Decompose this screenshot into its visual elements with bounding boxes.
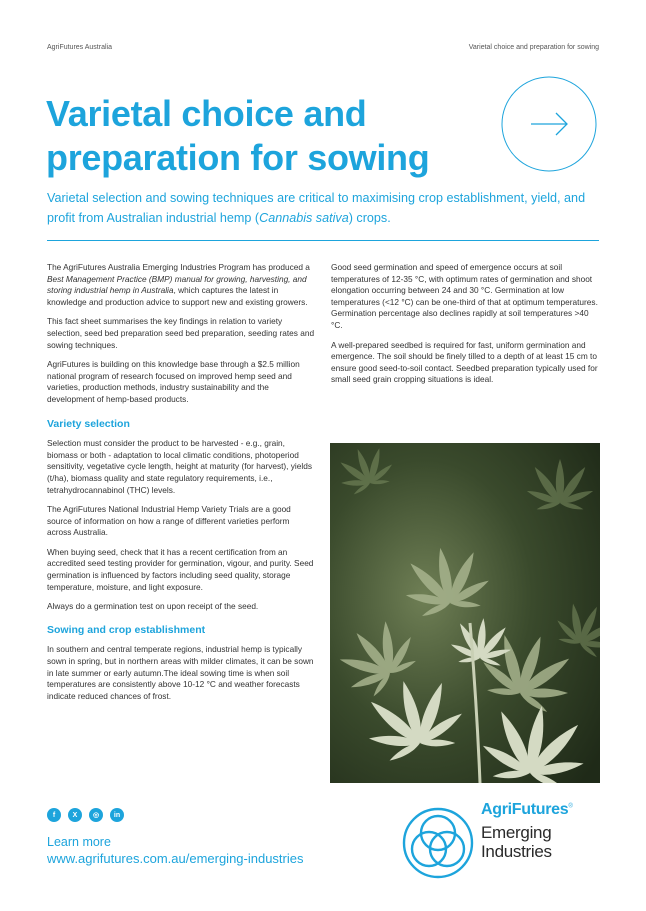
right-column: [331, 262, 599, 394]
intro-after: ) crops.: [348, 211, 391, 225]
manual-title: Best Management Practice (BMP) manual for growing, harvesting, and storing industrial hemp in Australia: [47, 273, 307, 296]
x-twitter-icon[interactable]: X: [68, 808, 82, 822]
left-column: [47, 262, 315, 710]
page-title: [46, 92, 476, 180]
paragraph: Always do a germination test on upon receipt of the seed.: [47, 601, 259, 612]
logo-line-2: Industries: [481, 842, 552, 861]
header-org: AgriFutures Australia: [47, 44, 112, 51]
paragraph: AgriFutures is building on this knowledge base through a $2.5 million national program of research focused on improved hemp seed and varieties, production methods, industry sustainability and the development of hemp-based products.: [47, 359, 300, 404]
intro-text: [47, 188, 597, 228]
website-link[interactable]: www.agrifutures.com.au/emerging-industries: [47, 851, 304, 866]
variety-heading: Variety selection: [47, 417, 130, 430]
paragraph: A well-prepared seedbed is required for fast, uniform germination and emergence. The soil should be finely tilled to a depth of at least 15 cm to ensure good seed-to-soil contact. Seedbed preparation typically used for small seed grain cropping situations is ideal.: [331, 339, 598, 385]
paragraph: When buying seed, check that it has a recent certification from an accredited seed testing provider for germination, vigour, and purity. Seed germination is influenced by factors including seed quality, storage temperature, moisture, and light exposure.: [47, 546, 314, 592]
header-doc-title: Varietal choice and preparation for sowing: [468, 44, 599, 51]
logo-line-1: Emerging: [481, 823, 552, 842]
sowing-heading: Sowing and crop establishment: [47, 623, 206, 636]
paragraph: Good seed germination and speed of emergence occurs at soil temperatures of 12-35 °C, with optimum rates of germination and shoot elongation occurring between 24 and 30 °C. Germination at low temperatures (<12 °C) can be one-third of that at optimum temperatures. Germination percentage also declines rapidly at soil temperatures >40 °C.: [331, 262, 598, 330]
linkedin-icon[interactable]: in: [110, 808, 124, 822]
paragraph: [47, 262, 315, 308]
agrifutures-logo-icon: [401, 806, 475, 880]
intro-before: Varietal selection and sowing techniques are critical to maximising crop establishment, yield, and profit from Australian industrial hemp (: [47, 191, 586, 225]
text-span: The AgriFutures Australia Emerging Industries Program has produced a: [47, 262, 310, 272]
logo-brand: [481, 801, 573, 819]
title-line-1: Varietal choice and: [46, 93, 367, 134]
facebook-icon[interactable]: f: [47, 808, 61, 822]
divider: [47, 240, 599, 241]
paragraph: Selection must consider the product to be harvested - e.g., grain, biomass or both - adaptation to local climatic conditions, photoperiod sensitivity, vegetative cycle length, height at maturity (for harvest), yields (t/ha), biomass quality and state regulatory requirements, i.e., tetrahydrocannabinol (THC) levels.: [47, 438, 312, 495]
registered-mark: ®: [568, 803, 573, 810]
paragraph: This fact sheet summarises the key findings in relation to variety selection, seed bed preparation seed bed preparation, seeding rates and sowing techniques.: [47, 316, 315, 350]
text-span: , which captures the latest in knowledge and production advice to support new and existing growers.: [47, 285, 308, 307]
intro-italic: Cannabis sativa: [259, 211, 349, 225]
paragraph: In southern and central temperate regions, industrial hemp is typically sown in spring, but in northern areas with milder climates, it can be sown in late summer or early autumn.The ideal sowing time is when soil temperatures are consistently above 10-12 °C and weather forecasts indicate reduced chances of frost.: [47, 644, 314, 701]
title-line-2: preparation for sowing: [46, 137, 430, 178]
instagram-icon[interactable]: ◎: [89, 808, 103, 822]
learn-more-label: Learn more: [47, 835, 111, 849]
paragraph: The AgriFutures National Industrial Hemp Variety Trials are a good source of information on how a range of different varieties perform across Australia.: [47, 504, 291, 538]
logo-brand-text: AgriFutures: [481, 801, 569, 818]
logo-subtitle: [481, 823, 552, 861]
hemp-plant-photo: [330, 443, 600, 783]
arrow-right-icon: [501, 76, 597, 172]
